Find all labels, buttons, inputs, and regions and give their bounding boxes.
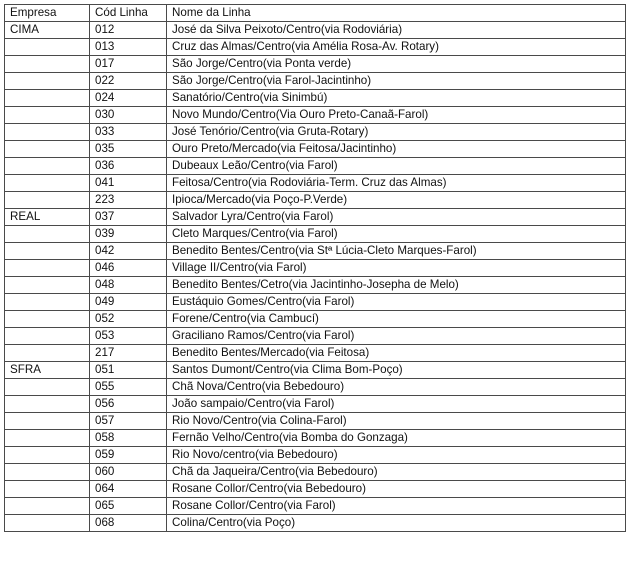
table-row [5, 328, 626, 345]
cell-empresa [5, 226, 90, 243]
cell-cod-linha: 068 [90, 515, 167, 532]
cell-empresa [5, 396, 90, 413]
cell-cod-linha: 013 [90, 39, 167, 56]
cell-cod-linha: 055 [90, 379, 167, 396]
cell-empresa [5, 498, 90, 515]
cell-nome-linha: Rosane Collor/Centro(via Bebedouro) [167, 481, 626, 498]
cell-nome-linha: Chã Nova/Centro(via Bebedouro) [167, 379, 626, 396]
cell-empresa [5, 277, 90, 294]
cell-cod-linha: 051 [90, 362, 167, 379]
cell-cod-linha: 060 [90, 464, 167, 481]
table-row [5, 226, 626, 243]
cell-nome-linha: Forene/Centro(via Cambucí) [167, 311, 626, 328]
table-row [5, 447, 626, 464]
cell-cod-linha: 041 [90, 175, 167, 192]
cell-empresa [5, 243, 90, 260]
cell-nome-linha: Cleto Marques/Centro(via Farol) [167, 226, 626, 243]
table-row [5, 498, 626, 515]
cell-nome-linha: João sampaio/Centro(via Farol) [167, 396, 626, 413]
table-row [5, 192, 626, 209]
header-nome-linha: Nome da Linha [167, 5, 626, 22]
cell-empresa [5, 515, 90, 532]
cell-cod-linha: 017 [90, 56, 167, 73]
cell-empresa [5, 73, 90, 90]
table-row [5, 260, 626, 277]
cell-nome-linha: Feitosa/Centro(via Rodoviária-Term. Cruz das Almas) [167, 175, 626, 192]
table-row [5, 39, 626, 56]
cell-nome-linha: Dubeaux Leão/Centro(via Farol) [167, 158, 626, 175]
cell-empresa: REAL [5, 209, 90, 226]
cell-empresa [5, 39, 90, 56]
cell-empresa [5, 430, 90, 447]
cell-cod-linha: 030 [90, 107, 167, 124]
table-row [5, 158, 626, 175]
cell-nome-linha: Rio Novo/Centro(via Colina-Farol) [167, 413, 626, 430]
cell-cod-linha: 059 [90, 447, 167, 464]
cell-cod-linha: 033 [90, 124, 167, 141]
table-row [5, 379, 626, 396]
table-row [5, 243, 626, 260]
cell-cod-linha: 012 [90, 22, 167, 39]
table-row [5, 73, 626, 90]
cell-empresa [5, 260, 90, 277]
table-row [5, 396, 626, 413]
cell-empresa [5, 311, 90, 328]
cell-cod-linha: 056 [90, 396, 167, 413]
cell-empresa [5, 56, 90, 73]
cell-nome-linha: José Tenório/Centro(via Gruta-Rotary) [167, 124, 626, 141]
table-row [5, 311, 626, 328]
table-row [5, 294, 626, 311]
cell-nome-linha: São Jorge/Centro(via Farol-Jacintinho) [167, 73, 626, 90]
cell-empresa [5, 481, 90, 498]
cell-empresa [5, 107, 90, 124]
cell-cod-linha: 049 [90, 294, 167, 311]
cell-empresa [5, 345, 90, 362]
table-row [5, 175, 626, 192]
cell-empresa [5, 464, 90, 481]
cell-nome-linha: Novo Mundo/Centro(Via Ouro Preto-Canaã-Farol) [167, 107, 626, 124]
cell-nome-linha: Benedito Bentes/Mercado(via Feitosa) [167, 345, 626, 362]
cell-cod-linha: 065 [90, 498, 167, 515]
cell-empresa [5, 192, 90, 209]
cell-nome-linha: Rosane Collor/Centro(via Farol) [167, 498, 626, 515]
cell-nome-linha: São Jorge/Centro(via Ponta verde) [167, 56, 626, 73]
table-row [5, 90, 626, 107]
table-row [5, 124, 626, 141]
cell-empresa: CIMA [5, 22, 90, 39]
cell-cod-linha: 037 [90, 209, 167, 226]
table-row [5, 345, 626, 362]
cell-nome-linha: Fernão Velho/Centro(via Bomba do Gonzaga) [167, 430, 626, 447]
cell-cod-linha: 053 [90, 328, 167, 345]
cell-nome-linha: Cruz das Almas/Centro(via Amélia Rosa-Av. Rotary) [167, 39, 626, 56]
cell-cod-linha: 058 [90, 430, 167, 447]
cell-cod-linha: 022 [90, 73, 167, 90]
cell-nome-linha: Ipioca/Mercado(via Poço-P.Verde) [167, 192, 626, 209]
cell-cod-linha: 039 [90, 226, 167, 243]
cell-cod-linha: 046 [90, 260, 167, 277]
cell-empresa [5, 175, 90, 192]
cell-nome-linha: Graciliano Ramos/Centro(via Farol) [167, 328, 626, 345]
cell-nome-linha: Benedito Bentes/Centro(via Stª Lúcia-Cleto Marques-Farol) [167, 243, 626, 260]
cell-cod-linha: 057 [90, 413, 167, 430]
cell-nome-linha: Ouro Preto/Mercado(via Feitosa/Jacintinho) [167, 141, 626, 158]
table-row [5, 481, 626, 498]
cell-nome-linha: Eustáquio Gomes/Centro(via Farol) [167, 294, 626, 311]
table-row [5, 515, 626, 532]
cell-cod-linha: 217 [90, 345, 167, 362]
header-cod-linha: Cód Linha [90, 5, 167, 22]
cell-empresa [5, 379, 90, 396]
cell-nome-linha: Santos Dumont/Centro(via Clima Bom-Poço) [167, 362, 626, 379]
table-row [5, 107, 626, 124]
cell-nome-linha: Benedito Bentes/Cetro(via Jacintinho-Josepha de Melo) [167, 277, 626, 294]
table-row [5, 464, 626, 481]
cell-empresa [5, 328, 90, 345]
cell-cod-linha: 048 [90, 277, 167, 294]
table-body [5, 22, 626, 532]
table-row [5, 56, 626, 73]
header-empresa: Empresa [5, 5, 90, 22]
cell-nome-linha: Salvador Lyra/Centro(via Farol) [167, 209, 626, 226]
cell-cod-linha: 036 [90, 158, 167, 175]
cell-nome-linha: Sanatório/Centro(via Sinimbú) [167, 90, 626, 107]
cell-cod-linha: 024 [90, 90, 167, 107]
cell-cod-linha: 035 [90, 141, 167, 158]
cell-nome-linha: Colina/Centro(via Poço) [167, 515, 626, 532]
table-header-row [5, 5, 626, 22]
cell-empresa [5, 158, 90, 175]
cell-empresa [5, 447, 90, 464]
cell-nome-linha: Village II/Centro(via Farol) [167, 260, 626, 277]
table-row [5, 141, 626, 158]
cell-nome-linha: José da Silva Peixoto/Centro(via Rodoviária) [167, 22, 626, 39]
cell-empresa [5, 294, 90, 311]
table-row [5, 413, 626, 430]
table-row [5, 430, 626, 447]
cell-empresa [5, 90, 90, 107]
cell-empresa [5, 413, 90, 430]
cell-cod-linha: 052 [90, 311, 167, 328]
cell-empresa [5, 141, 90, 158]
cell-nome-linha: Chã da Jaqueira/Centro(via Bebedouro) [167, 464, 626, 481]
cell-nome-linha: Rio Novo/centro(via Bebedouro) [167, 447, 626, 464]
cell-cod-linha: 064 [90, 481, 167, 498]
cell-cod-linha: 223 [90, 192, 167, 209]
cell-cod-linha: 042 [90, 243, 167, 260]
table-row [5, 277, 626, 294]
bus-lines-table [4, 4, 626, 532]
cell-empresa [5, 124, 90, 141]
cell-empresa: SFRA [5, 362, 90, 379]
table-row [5, 209, 626, 226]
table-row [5, 362, 626, 379]
table-row [5, 22, 626, 39]
